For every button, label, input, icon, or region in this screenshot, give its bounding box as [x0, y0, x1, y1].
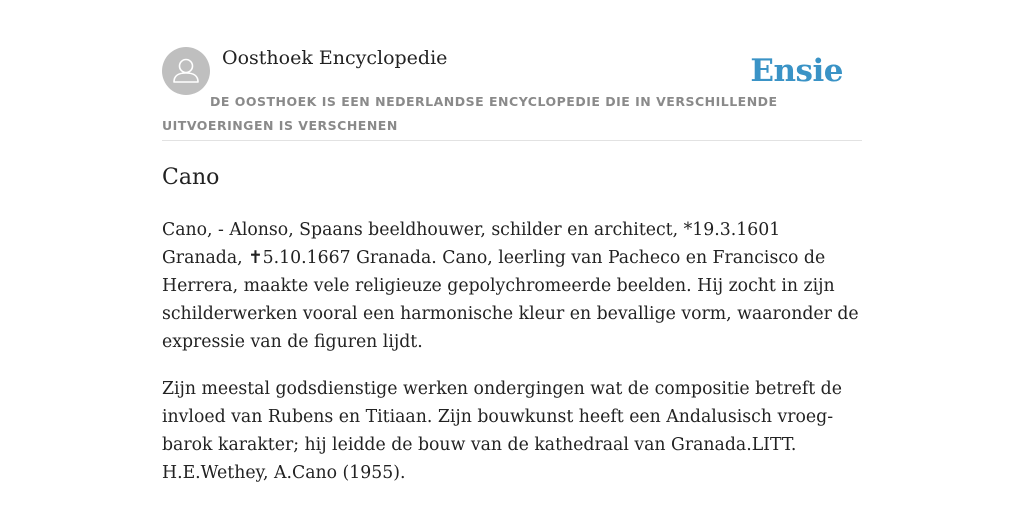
article-paragraph: Zijn meestal godsdienstige werken ondergingen wat de compositie betreft de invloed van Rubens en Titiaan. Zijn bouwkunst heeft een Andalusisch vroeg-barok karakter; hij leidde de bouw van de kathedraal van Granada.LITT. H.E.Wethey, A.Cano (1955). — [162, 379, 842, 483]
source-name-link[interactable]: Oosthoek Encyclopedie — [222, 47, 448, 69]
avatar[interactable] — [162, 47, 210, 95]
article-title: Cano — [162, 165, 220, 190]
source-header — [162, 46, 862, 141]
user-icon — [162, 47, 210, 95]
source-tagline: DE OOSTHOEK IS EEN NEDERLANDSE ENCYCLOPEDIE DIE IN VERSCHILLENDE UITVOERINGEN IS VERSCHENEN — [162, 94, 778, 133]
article-body — [162, 216, 862, 506]
brand-logo[interactable]: Ensie — [750, 53, 843, 89]
article-paragraph: Cano, - Alonso, Spaans beeldhouwer, schilder en architect, *19.3.1601 Granada, ✝5.10.1667 Granada. Cano, leerling van Pacheco en Francisco de Herrera, maakte vele religieuze gepolychromeerde beelden. Hij zocht in zijn schilderwerken vooral een harmonische kleur en bevallige vorm, waaronder de expressie van de figuren lijdt. — [162, 220, 859, 352]
